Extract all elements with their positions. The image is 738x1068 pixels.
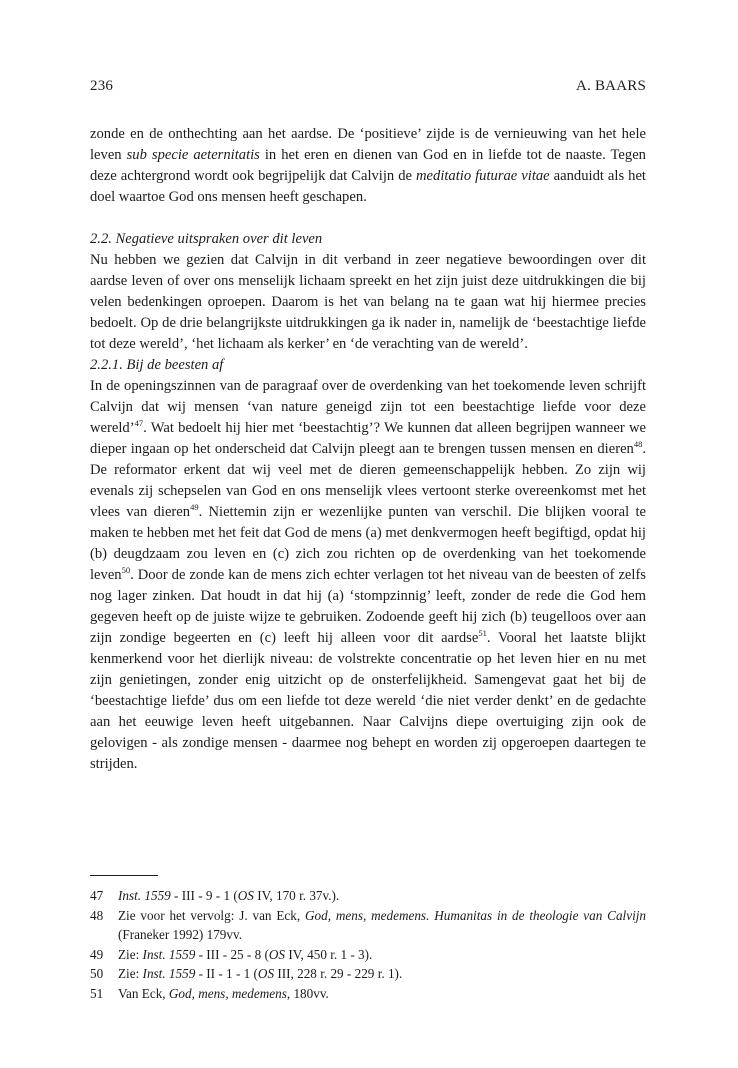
italic-term: OS xyxy=(268,946,286,962)
footnote-ref-47[interactable]: 47 xyxy=(134,418,144,429)
text-run: Zie voor het vervolg: J. van Eck, xyxy=(118,907,306,923)
italic-term: Inst. 1559 xyxy=(142,966,196,981)
text-run: Zie: xyxy=(118,966,143,981)
text-run: In de openingszinnen van de paragraaf over de overdenking van het toekomende leven schrijft Calvijn dat wij mensen ‘van nature geneigd zijn tot een beestachtige liefde voor deze wereld’ xyxy=(90,378,646,436)
text-run: - III - 9 - 1 ( xyxy=(170,888,238,903)
text-run: Van Eck, xyxy=(118,985,169,1001)
italic-term: Inst. 1559 xyxy=(118,888,171,903)
text-run: IV, 450 r. 1 - 3). xyxy=(285,946,373,962)
italic-term: sub specie aeternitatis xyxy=(126,147,260,163)
footnote-number: 48 xyxy=(90,907,104,923)
footnote-ref-48[interactable]: 48 xyxy=(633,439,643,450)
footnote-47 xyxy=(90,886,646,906)
text-run: III, 228 r. 29 - 229 r. 1). xyxy=(274,966,403,981)
intro-paragraph xyxy=(90,124,646,208)
italic-term: meditatio futurae vitae xyxy=(416,168,550,184)
footnote-number: 51 xyxy=(90,985,104,1001)
running-title: A. BAARS xyxy=(576,78,646,94)
text-run: - III - 25 - 8 ( xyxy=(195,946,269,962)
text-run: in het eren en dienen van God en in liefde tot de naaste. Tegen deze achtergrond wordt ook begrijpelijk dat Calvijn de xyxy=(90,147,646,184)
text-run: . Wat bedoelt hij hier met ‘beestachtig’? We kunnen dat alleen begrijpen wanneer we dieper ingaan op het onderscheid dat Calvijn pleegt aan te brengen tussen mensen en dieren xyxy=(90,420,646,457)
text-run: . Vooral het laatste blijkt kenmerkend voor het dierlijk niveau: de volstrekte concentratie op het leven hier en nu met zijn genietingen, zonder enig uitzicht op de onsterfelijkheid. Samengevat gaat het bij de ‘beestachtige liefde’ dus om een liefde tot deze wereld ‘die niet verder denkt’ en de gedachte aan het eeuwige leven heeft uitgebannen. Naar Calvijns diepe overtuiging zijn ook de gelovigen - als zondige mensen - daarmee nog behept en worden zij opgeroepen daartegen te strijden. xyxy=(90,630,646,772)
italic-term: OS xyxy=(257,966,275,981)
footnote-text xyxy=(118,964,646,984)
italic-term: God, mens, medemens xyxy=(168,985,287,1001)
text-run: . Door de zonde kan de mens zich echter verlagen tot het niveau van de beesten of zelfs nog lager zinken. Dat houdt in dat hij (a) ‘stompzinnig’ leeft, zonder de rede die God hem gegeven heeft op de juiste wijze te gebruiken. Zodoende geeft hij zich (b) teugelloos over aan zijn zondige begeerten en (c) leeft hij alleen voor dit aardse xyxy=(90,567,646,646)
text-run: Zie: xyxy=(118,946,143,962)
text-run: aanduidt als het doel waartoe God ons mensen heeft geschapen. xyxy=(90,168,646,205)
footnote-ref-49[interactable]: 49 xyxy=(190,502,199,513)
footnote-text xyxy=(118,906,646,945)
running-header xyxy=(90,78,646,95)
text-run: , 180vv. xyxy=(286,985,329,1001)
text-run: IV, 170 r. 37v.). xyxy=(253,888,340,903)
text-run: zonde en de onthechting aan het aardse. De ‘positieve’ zijde is de vernieuwing van het hele leven xyxy=(90,126,646,163)
footnote-number: 50 xyxy=(90,966,104,981)
section-heading-2-2: 2.2. Negatieve uitspraken over dit leven xyxy=(90,231,323,247)
text-run: - II - 1 - 1 ( xyxy=(195,966,258,981)
footnote-text xyxy=(118,984,646,1004)
page-number: 236 xyxy=(90,78,114,94)
footnote-49 xyxy=(90,945,646,965)
section-2-2-1-paragraph xyxy=(90,376,646,775)
section-2-2-paragraph: Nu hebben we gezien dat Calvijn in dit verband in zeer negatieve bewoordingen over dit aardse leven of over ons menselijk lichaam spreekt en het zijn juist deze uitdrukkingen die bij velen bedenkingen oproepen. Daarom is het van belang na te gaan wat hij hiermee precies bedoelt. Op de drie belangrijkste uitdrukkingen ga ik nader in, namelijk de ‘beestachtige liefde tot deze wereld’, ‘het lichaam als kerker’ en ‘de verachting van de wereld’. xyxy=(90,252,646,352)
footnote-number: 47 xyxy=(90,888,104,903)
footnote-48 xyxy=(90,906,646,945)
italic-term: God, mens, medemens. Humanitas in de theologie van Calvijn xyxy=(305,907,646,923)
footnote-number: 49 xyxy=(90,946,104,962)
main-text xyxy=(90,124,646,775)
footnotes xyxy=(90,886,646,1003)
footnote-text xyxy=(118,886,646,906)
italic-term: Inst. 1559 xyxy=(142,946,196,962)
footnote-ref-50[interactable]: 50 xyxy=(121,565,131,576)
section-heading-2-2-1: 2.2.1. Bij de beesten af xyxy=(90,357,224,373)
text-run: (Franeker 1992) 179vv. xyxy=(118,927,243,942)
footnote-50 xyxy=(90,964,646,984)
footnote-divider xyxy=(90,875,158,876)
footnote-ref-51[interactable]: 51 xyxy=(478,628,487,639)
footnote-text xyxy=(118,945,646,965)
italic-term: OS xyxy=(237,888,254,903)
text-run: . Niettemin zijn er wezenlijke punten van verschil. Die blijken vooral te maken te hebben met het feit dat God de mens (a) met denkvermogen heeft begiftigd, opdat hij (b) deugdzaam zou leven en (c) zich zou richten op de overdenking van het toekomende leven xyxy=(90,504,646,583)
footnote-51 xyxy=(90,984,646,1004)
text-run: . De reformator erkent dat wij veel met de dieren gemeenschappelijk hebben. Zo zijn wij evenals zij schepselen van God en ons menselijk vlees vertoont sterke overeenkomst met het vlees van dieren xyxy=(90,441,646,520)
